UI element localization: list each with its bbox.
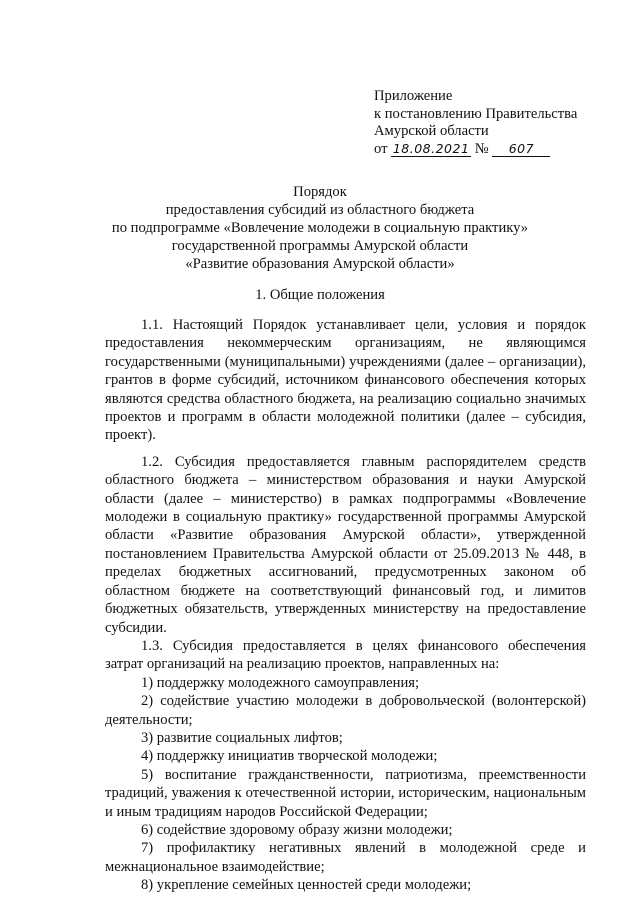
number-value: 607	[508, 140, 535, 156]
appendix-label: Приложение	[374, 88, 453, 104]
paragraph-1-3: 1.3. Субсидия предоставляется в целях финансового обеспечения затрат организаций на реализацию проектов, направленных на:	[105, 637, 586, 673]
section-heading: 1. Общие положения	[255, 287, 385, 303]
appendix-resolution: к постановлению Правительства	[374, 105, 578, 122]
number-field	[492, 142, 550, 157]
number-sign: №	[474, 140, 489, 157]
title-line-1: Порядок	[293, 184, 347, 200]
list-item: 2) содействие участию молодежи в добровольческой (волонтерской) деятельности;	[105, 693, 586, 728]
list-item: 1) поддержку молодежного самоуправления;	[141, 674, 420, 691]
appendix-date-line	[374, 141, 614, 159]
paragraph-1-2: 1.2. Субсидия предоставляется главным распорядителем средств областного бюджета – министерством образования и науки Амурской области (далее – министерство) в рамках подпрограммы «Вовлечение молодежи в социальную практику» государственной программы Амурской области «Развитие образования Амурской области», утвержденной постановлением Правительства Амурской области от 25.09.2013 № 448, в пределах бюджетных ассигнований, предусмотренных законом об областном бюджете на соответствующий финансовый год, и лимитов бюджетных обязательств, утвержденных министерству на предоставление субсидии.	[105, 453, 586, 636]
list-item: 3) развитие социальных лифтов;	[141, 729, 343, 746]
list-item: 6) содействие здоровому образу жизни молодежи;	[141, 821, 453, 838]
document-title	[96, 183, 544, 273]
list-item: 8) укрепление семейных ценностей среди молодежи;	[141, 877, 472, 894]
title-line-2: предоставления субсидий из областного бюджета	[165, 202, 475, 218]
list-item: 4) поддержку инициатив творческой молодежи;	[141, 748, 438, 765]
title-line-5: «Развитие образования Амурской области»	[185, 256, 455, 272]
appendix-region: Амурской области	[374, 123, 489, 139]
date-value: 18.08.2021	[392, 140, 470, 156]
paragraph-1-1: 1.1. Настоящий Порядок устанавливает цели, условия и порядок предоставления некоммерческим организациям, не являющимся государственными (муниципальными) учреждениями (далее – организации), грантов в форме субсидий, источником финансового обеспечения которых являются средства областного бюджета, на реализацию социально значимых проектов и программ в области молодежной политики (далее – субсидия, проект).	[105, 317, 586, 444]
list-item: 7) профилактику негативных явлений в молодежной среде и межнациональное взаимодействие;	[105, 840, 586, 875]
title-line-3: по подпрограмме «Вовлечение молодежи в социальную практику»	[111, 220, 529, 236]
date-field	[391, 142, 471, 157]
document-body	[105, 316, 586, 895]
date-prefix: от	[374, 140, 388, 157]
list-item: 5) воспитание гражданственности, патриотизма, преемственности традиций, уважения к отечественной истории, историческим, национальным и иным традициям народов Российской Федерации;	[105, 766, 586, 820]
appendix-block	[374, 88, 614, 158]
title-line-4: государственной программы Амурской области	[171, 238, 469, 254]
